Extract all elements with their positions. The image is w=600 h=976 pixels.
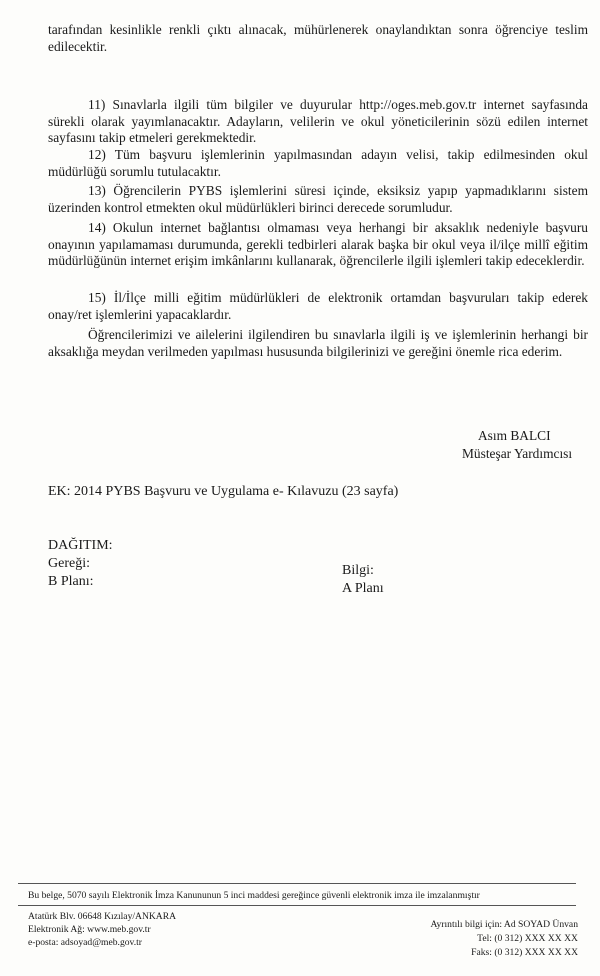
paragraph-15: 15) İl/İlçe milli eğitim müdürlükleri de elektronik ortamdan başvuruları takip ederek onay/ret işlemlerini yapacaklardır.	[48, 290, 588, 322]
footer-address: Atatürk Blv. 06648 Kızılay/ANKARA	[28, 911, 177, 922]
footer-fax: Faks: (0 312) XXX XX XX	[471, 947, 578, 958]
distribution-gereg-value: B Planı:	[48, 574, 94, 589]
paragraph-13: 13) Öğrencilerin PYBS işlemlerini süresi içinde, eksiksiz yapıp yapmadıklarını sistem üzerinden kontrol etmekten okul müdürlükleri birinci derecede sorumludur.	[48, 183, 588, 215]
footer-email: e-posta: adsoyad@meb.gov.tr	[28, 937, 142, 948]
footer-contact: Ayrıntılı bilgi için: Ad SOYAD Ünvan	[430, 919, 578, 930]
attachment-line: EK: 2014 PYBS Başvuru ve Uygulama e- Kılavuzu (23 sayfa)	[48, 484, 399, 499]
distribution-heading: DAĞITIM:	[48, 538, 113, 553]
footer-web: Elektronik Ağ: www.meb.gov.tr	[28, 924, 151, 935]
paragraph-12: 12) Tüm başvuru işlemlerinin yapılmasından adayın velisi, takip edilmesinden okul müdürlüğü sorumlu tutulacaktır.	[48, 147, 588, 179]
closing-paragraph: Öğrencilerimizi ve ailelerini ilgilendiren bu sınavlarla ilgili iş ve işlemlerinin herhangi bir aksaklığa meydan verilmeden yapılması hususunda bilgilerinizi ve gereğini önemle rica ederim.	[48, 327, 588, 359]
footer-rule-bottom	[18, 905, 576, 906]
footer-tel: Tel: (0 312) XXX XX XX	[477, 933, 578, 944]
distribution-bilgi-label: Bilgi:	[342, 563, 374, 578]
e-signature-notice: Bu belge, 5070 sayılı Elektronik İmza Kanununun 5 inci maddesi gereğince güvenli elektronik imza ile imzalanmıştır	[28, 890, 480, 901]
paragraph-11: 11) Sınavlarla ilgili tüm bilgiler ve duyurular http://oges.meb.gov.tr internet sayfasında sürekli olarak yayımlanacaktır. Adayların, velilerin ve okul yöneticilerinin sözü edilen internet sayfasını takip etmeleri gerekmektedir.	[48, 97, 588, 145]
distribution-bilgi-value: A Planı	[342, 581, 384, 596]
paragraph-14: 14) Okulun internet bağlantısı olmaması veya herhangi bir aksaklık nedeniyle başvuru onayının yapılamaması durumunda, gerekli tedbirleri alarak başka bir okul veya il/ilçe millî eğitim müdürlüğünün internet erişim imkânlarını kullanarak, öğrencilerle ilgili işlemleri takip edeceklerdir.	[48, 220, 588, 268]
distribution-gereg-label: Gereği:	[48, 556, 90, 571]
signatory-name: Asım BALCI	[478, 428, 551, 443]
paragraph-continued: tarafından kesinlikle renkli çıktı alınacak, mühürlenerek onaylandıktan sonra öğrenciye teslim edilecektir.	[48, 22, 588, 54]
signatory-title: Müsteşar Yardımcısı	[462, 446, 573, 461]
footer-rule-top	[18, 883, 576, 884]
